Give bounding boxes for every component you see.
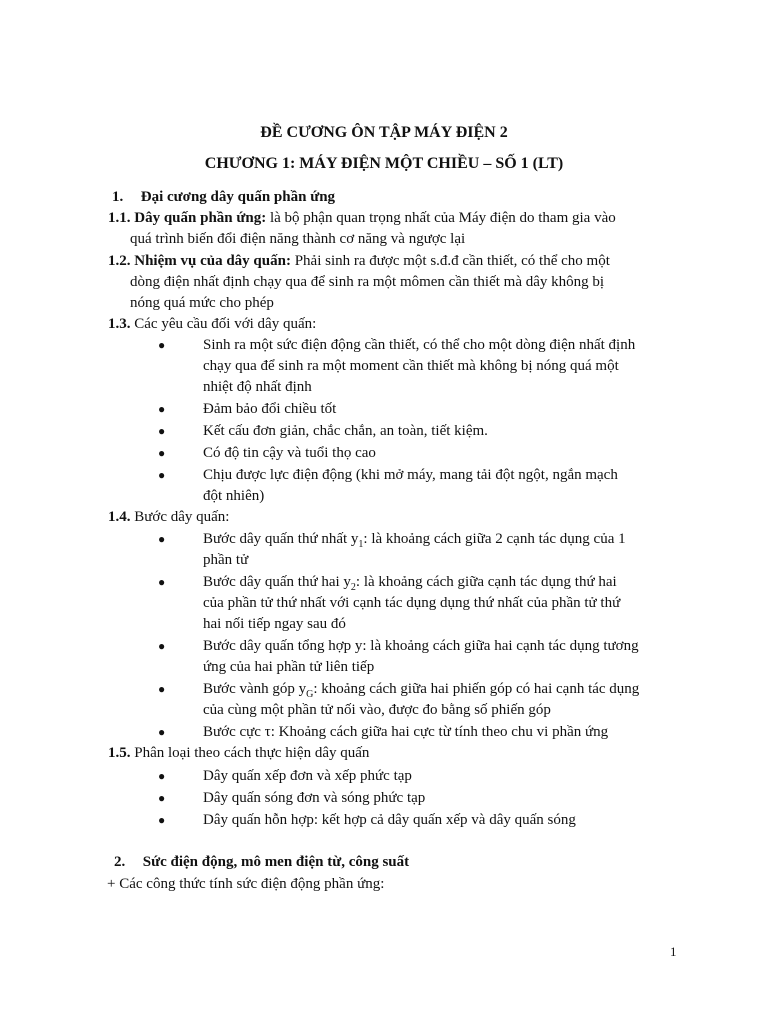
section-number: 1. <box>112 189 124 205</box>
list-item-continued: phần tử <box>203 552 249 568</box>
subsection-1-2 <box>108 251 610 271</box>
list-item: Sinh ra một sức điện động cần thiết, có thể cho một dòng điện nhất định <box>203 337 636 353</box>
list-item <box>203 529 626 549</box>
list-item-text: : khoảng cách giữa hai phiến góp có hai cạnh tác dụng <box>313 681 640 697</box>
subsection-title: Bước dây quấn: <box>134 509 230 525</box>
subsection-title: Các yêu cầu đối với dây quấn: <box>130 316 317 332</box>
list-item: Có độ tin cậy và tuổi thọ cao <box>203 445 376 461</box>
document-title: ĐỀ CƯƠNG ÔN TẬP MÁY ĐIỆN 2 <box>260 124 508 141</box>
subsection-number: 1.1. <box>108 210 131 226</box>
list-item-text: : là khoảng cách giữa cạnh tác dụng thứ hai <box>355 574 617 590</box>
subscript: 2 <box>350 582 356 593</box>
list-item-text: Bước vành góp y <box>203 681 307 697</box>
bullet-icon: ● <box>158 682 166 696</box>
list-item: Dây quấn sóng đơn và sóng phức tạp <box>203 790 426 806</box>
list-item: Đảm bảo đổi chiều tốt <box>203 401 337 417</box>
paragraph-line: nóng quá mức cho phép <box>130 295 274 311</box>
paragraph-line: quá trình biến đổi điện năng thành cơ năng và ngược lại <box>130 231 466 247</box>
bullet-icon: ● <box>158 791 166 805</box>
list-item: Kết cấu đơn giản, chắc chắn, an toàn, tiết kiệm. <box>203 423 488 439</box>
list-item-continued: của cùng một phần tử nối vào, được đo bằng số phiến góp <box>203 702 551 718</box>
bullet-icon: ● <box>158 402 166 416</box>
subsection-1-1 <box>108 208 616 228</box>
subsection-number: 1.5. <box>108 745 131 761</box>
subsection-1-5 <box>108 743 369 763</box>
bullet-icon: ● <box>158 813 166 827</box>
paragraph-line: + Các công thức tính sức điện động phần ứng: <box>107 876 385 892</box>
page-number: 1 <box>670 944 677 959</box>
list-item: Dây quấn xếp đơn và xếp phức tạp <box>203 768 412 784</box>
chapter-title: CHƯƠNG 1: MÁY ĐIỆN MỘT CHIỀU – SỐ 1 (LT) <box>204 155 564 172</box>
list-item: Bước dây quấn tổng hợp y: là khoảng cách giữa hai cạnh tác dụng tương <box>203 638 639 654</box>
list-item-continued: của phần tử thứ nhất với cạnh tác dụng dụng thứ nhất của phần tử thứ <box>203 595 621 611</box>
term-definition: Phải sinh ra được một s.đ.đ cần thiết, có thể cho một <box>290 253 610 269</box>
bullet-icon: ● <box>158 338 166 352</box>
list-item: Dây quấn hỗn hợp: kết hợp cả dây quấn xếp và dây quấn sóng <box>203 812 576 828</box>
list-item-continued: nhiệt độ nhất định <box>203 379 312 395</box>
list-item-continued: đột nhiên) <box>203 488 265 504</box>
list-item <box>203 572 617 592</box>
list-item-text: Bước dây quấn thứ hai y <box>203 574 351 590</box>
bullet-icon: ● <box>158 575 166 589</box>
list-item: Bước cực τ: Khoảng cách giữa hai cực từ tính theo chu vi phần ứng <box>203 724 609 740</box>
subsection-1-3 <box>108 314 316 334</box>
subsection-1-4 <box>108 507 229 527</box>
bullet-icon: ● <box>158 639 166 653</box>
list-item: Chịu được lực điện động (khi mở máy, mang tải đột ngột, ngắn mạch <box>203 467 618 483</box>
list-item-continued: ứng của hai phần tử liên tiếp <box>203 659 375 675</box>
term-label: Dây quấn phần ứng: <box>134 210 267 226</box>
subscript: G <box>306 689 314 700</box>
term-label: Nhiệm vụ của dây quấn: <box>134 253 291 269</box>
subsection-title: Phân loại theo cách thực hiện dây quấn <box>130 745 370 761</box>
subscript: 1 <box>358 539 364 550</box>
subsection-number: 1.4. <box>108 509 131 525</box>
section-title: Đại cương dây quấn phần ứng <box>140 189 336 205</box>
list-item-text: : là khoảng cách giữa 2 cạnh tác dụng của 1 <box>363 531 626 547</box>
term-definition: là bộ phận quan trọng nhất của Máy điện do tham gia vào <box>266 210 616 226</box>
section-number: 2. <box>114 854 126 870</box>
paragraph-line: dòng điện nhất định chạy qua để sinh ra một mômen cần thiết mà dây không bị <box>130 274 605 290</box>
list-item <box>203 679 639 699</box>
bullet-icon: ● <box>158 725 166 739</box>
subsection-number: 1.3. <box>108 316 131 332</box>
bullet-icon: ● <box>158 468 166 482</box>
bullet-icon: ● <box>158 532 166 546</box>
subsection-number: 1.2. <box>108 253 131 269</box>
list-item-continued: hai nối tiếp ngay sau đó <box>203 616 346 632</box>
section-title: Sức điện động, mô men điện từ, công suất <box>142 854 410 870</box>
bullet-icon: ● <box>158 769 166 783</box>
list-item-continued: chạy qua để sinh ra một moment cần thiết mà không bị nóng quá một <box>203 358 619 374</box>
section-2-heading <box>114 852 409 872</box>
bullet-icon: ● <box>158 446 166 460</box>
section-1-heading <box>112 187 335 207</box>
bullet-icon: ● <box>158 424 166 438</box>
list-item-text: Bước dây quấn thứ nhất y <box>203 531 359 547</box>
